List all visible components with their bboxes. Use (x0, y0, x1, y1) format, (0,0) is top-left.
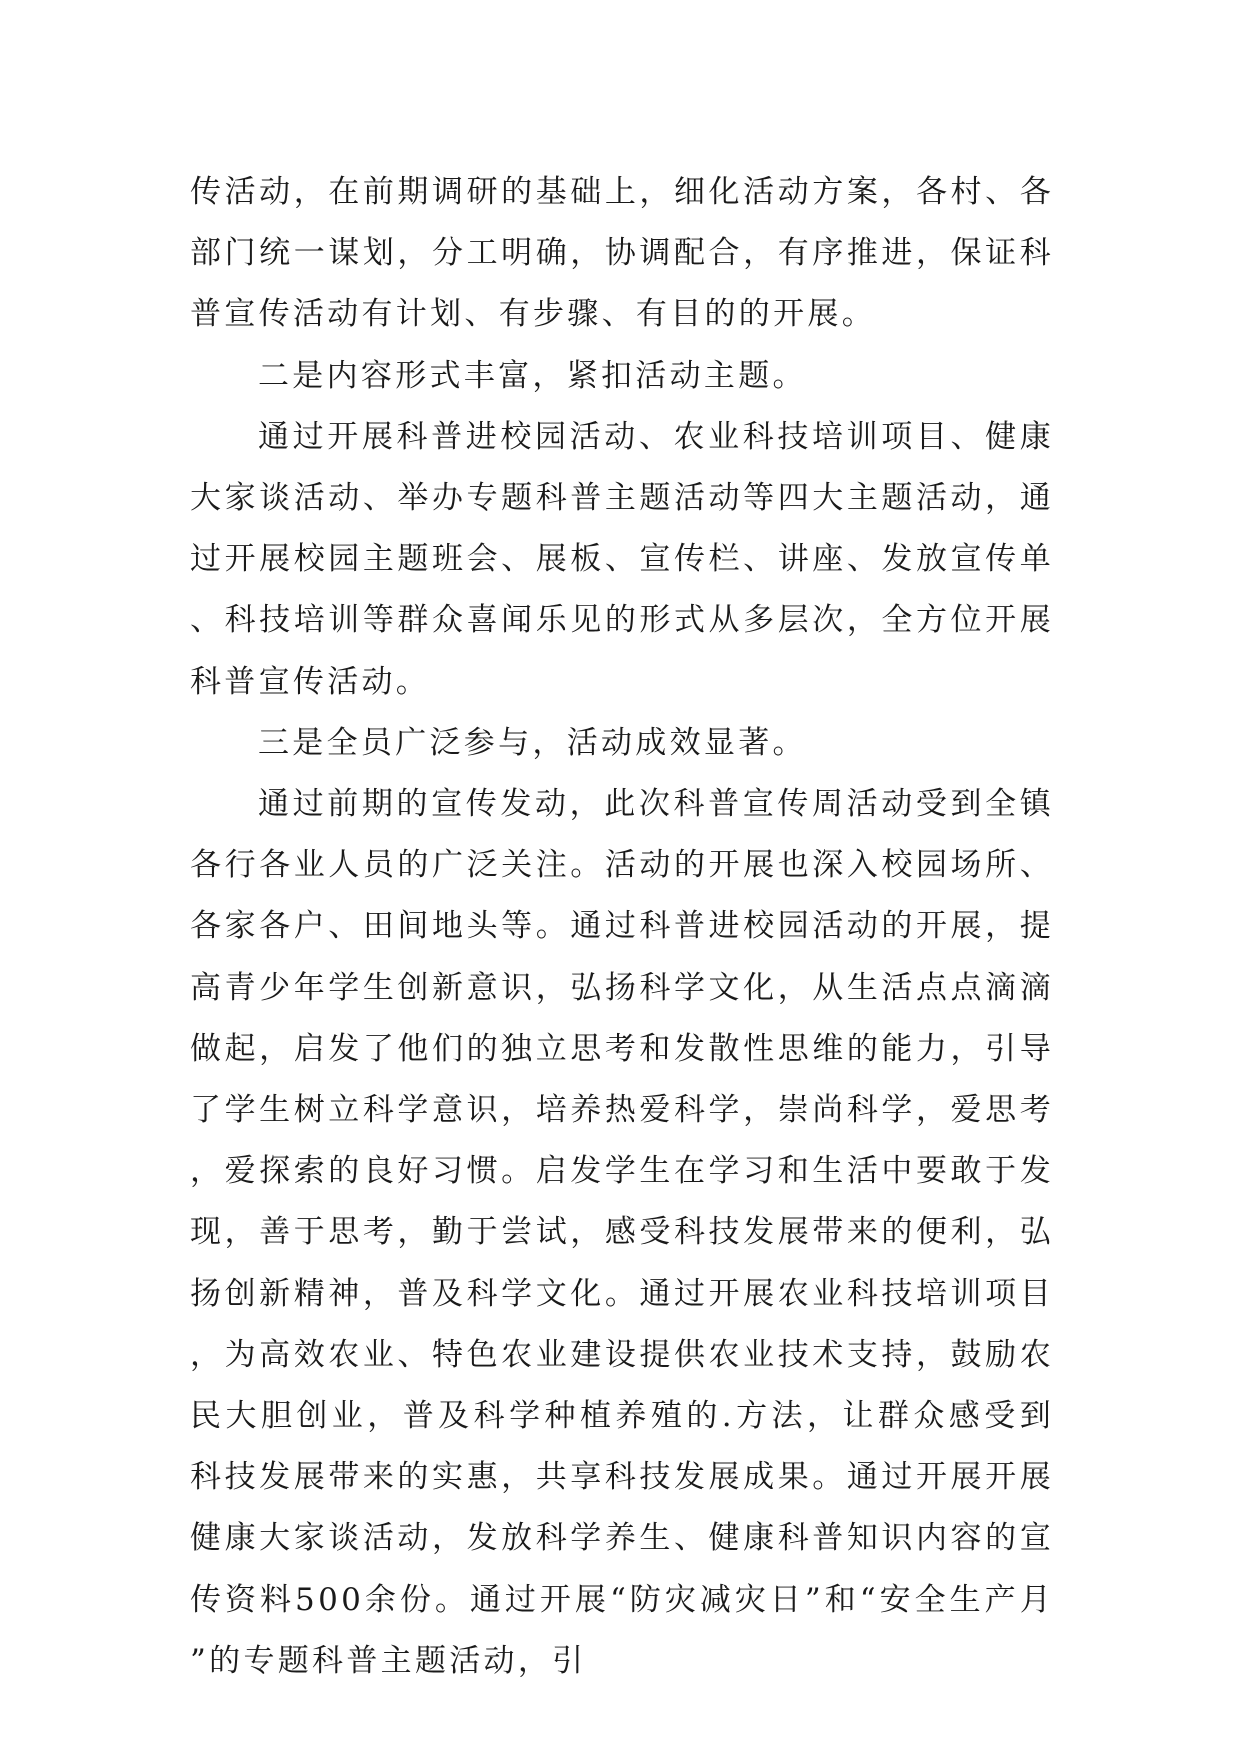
section-heading-content-forms: 二是内容形式丰富，紧扣活动主题。 (258, 357, 807, 394)
document-body (190, 162, 1054, 1692)
paragraph-continuation: 传活动，在前期调研的基础上，细化活动方案，各村、各部门统一谋划，分工明确，协调配合，有序推进，保证科普宣传活动有计划、有步骤、有目的的开展。 (190, 174, 1054, 333)
paragraph-activities: 通过开展科普进校园活动、农业科技培训项目、健康大家谈活动、举办专题科普主题活动等四大主题活动，通过开展校园主题班会、展板、宣传栏、讲座、发放宣传单、科技培训等群众喜闻乐见的形式从多层次，全方位开展科普宣传活动。 (190, 418, 1054, 700)
paragraph-results: 通过前期的宣传发动，此次科普宣传周活动受到全镇各行各业人员的广泛关注。活动的开展也深入校园场所、各家各户、田间地头等。通过科普进校园活动的开展，提高青少年学生创新意识，弘扬科学文化，从生活点点滴滴做起，启发了他们的独立思考和发散性思维的能力，引导了学生树立科学意识，培养热爱科学，崇尚科学，爱思考，爱探索的良好习惯。启发学生在学习和生活中要敢于发现，善于思考，勤于尝试，感受科技发展带来的便利，弘扬创新精神，普及科学文化。通过开展农业科技培训项目，为高效农业、特色农业建设提供农业技术支持，鼓励农民大胆创业，普及科学种植养殖的.方法，让群众感受到科技发展带来的实惠，共享科技发展成果。通过开展开展健康大家谈活动，发放科学养生、健康科普知识内容的宣传资料500余份。通过开展“防灾减灾日”和“安全生产月”的专题科普主题活动，引 (190, 786, 1054, 1679)
section-heading-participation: 三是全员广泛参与，活动成效显著。 (258, 724, 807, 761)
